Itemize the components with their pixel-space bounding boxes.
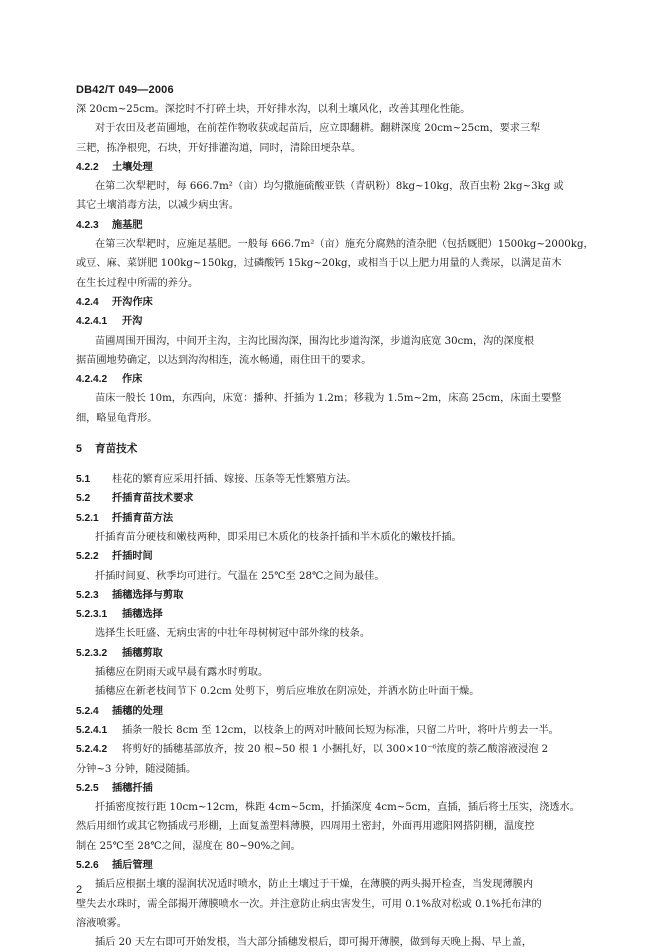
text-line: 分钟~3 分钟，随浸随插。	[76, 763, 197, 775]
section-title: 开沟	[122, 316, 143, 328]
text-line: 苗圃周围开围沟，中间开主沟，主沟比围沟深，围沟比步道沟深，步道沟底宽 30cm，沟的深度根	[95, 335, 535, 347]
section-number: 4.2.4.1	[76, 316, 108, 328]
text-line: 扦插时间夏、秋季均可进行。气温在 25℃至 28℃之间为最佳。	[95, 570, 385, 582]
section-number: 5.1	[76, 474, 91, 486]
text-line: 深 20cm~25cm。深挖时不打碎土块，开好排水沟，以利土壤风化，改善其理化性能。	[76, 104, 471, 115]
section-heading-4-2-3	[76, 216, 604, 235]
clause-text: 桂花的繁育应采用扦插、嫁接、压条等无性繁殖方法。	[112, 474, 357, 486]
section-heading-5-2	[76, 489, 604, 508]
standard-code: DB42/T 049—2006	[76, 84, 174, 96]
text-line: 其它土壤消毒方法，以减少病虫害。	[76, 200, 239, 212]
section-title: 插穗剪取	[122, 647, 163, 659]
text-line: 细，略显龟背形。	[76, 412, 158, 424]
section-title: 开沟作床	[112, 296, 153, 308]
document-body	[76, 100, 604, 952]
text-line: 扦插密度按行距 10cm~12cm，株距 4cm~5cm，扦插深度 4cm~5cm，直插，插后将土压实，浇透水。	[95, 802, 580, 814]
section-number: 5.2.4.2	[76, 744, 108, 756]
chapter-number: 5	[76, 443, 82, 456]
clause-5-2-4-1	[76, 721, 604, 740]
text-line: 插穗应在阴雨天或早晨有露水时剪取。	[95, 667, 269, 679]
text-line: 苗床一般长 10m，东西向，床宽：播种、扦插为 1.2m；移栽为 1.5m~2m，床高 25cm，床面土要整	[95, 393, 562, 405]
section-title: 插穗选择与剪取	[112, 589, 184, 601]
text-line: 对于农田及老苗圃地，在前茬作物收获或起苗后，应立即翻耕。翻耕深度 20cm~25cm，要求三犁	[95, 123, 541, 135]
text-line: 溶液喷雾。	[76, 917, 127, 929]
section-heading-5-2-3	[76, 586, 604, 605]
text-line: 选择生长旺盛、无病虫害的中壮年母树树冠中部外缘的枝条。	[95, 628, 371, 640]
section-number: 4.2.4.2	[76, 374, 108, 386]
section-number: 5.2.4	[76, 705, 99, 717]
text-line: 在生长过程中所需的养分。	[76, 277, 199, 289]
section-number: 5.2.3.1	[76, 609, 108, 621]
text-line: 三耙，拣净根兜，石块，开好排灌沟道，同时，清除田埂杂草。	[76, 142, 362, 154]
clause-text: 插条一般长 8cm 至 12cm，以枝条上的两对叶腋间长短为标准，只留二片叶，将叶片剪去一半。	[122, 724, 559, 736]
text-line: 插后 20 天左右即可开始发根，当大部分插穗发根后，即可揭开薄膜，做到每天晚上揭、早上盖，	[95, 937, 533, 949]
section-number: 5.2.1	[76, 512, 99, 524]
section-heading-5-2-3-2	[76, 644, 604, 663]
section-title: 土壤处理	[112, 161, 153, 173]
section-number: 5.2.6	[76, 859, 99, 871]
section-number: 4.2.2	[76, 161, 99, 173]
spacer	[76, 428, 604, 438]
section-number: 4.2.4	[76, 296, 99, 308]
text-line: 制在 25℃至 28℃之间，湿度在 80~90%之间。	[76, 840, 301, 852]
section-heading-5-2-3-1	[76, 605, 604, 624]
section-heading-4-2-2	[76, 158, 604, 177]
section-heading-5-2-6	[76, 856, 604, 875]
clause-5-2-4-2	[76, 740, 604, 759]
section-heading-5-2-5	[76, 779, 604, 798]
section-heading-4-2-4-1	[76, 312, 604, 331]
section-number: 5.2	[76, 493, 91, 505]
text-line: 在第二次犁耙时，每 666.7m²（亩）均匀撒施硫酸亚铁（青矾粉）8kg~10kg，敌百虫粉 2kg~3kg 或	[95, 181, 564, 193]
spacer	[76, 460, 604, 470]
section-title: 插穗的处理	[112, 705, 163, 717]
section-title: 插后管理	[112, 859, 153, 871]
text-line: 然后用细竹或其它物插成弓形棚，上面复盖塑料薄膜，四周用土密封，外面再用遮阳网搭阴棚，温度控	[76, 821, 535, 833]
clause-text: 将剪好的插穗基部放齐，按 20 根~50 根 1 小捆扎好，以 300×10⁻⁶浓度的萘乙酸溶液浸泡 2	[122, 744, 549, 756]
section-number: 5.2.5	[76, 782, 99, 794]
section-number: 5.2.2	[76, 551, 99, 563]
section-number: 5.2.3	[76, 589, 99, 601]
section-title: 施基肥	[112, 219, 143, 231]
chapter-title: 育苗技术	[95, 443, 138, 456]
clause-5-1	[76, 470, 604, 489]
text-line: 插穗应在新老枝间节下 0.2cm 处剪下，剪后应堆放在阴凉处，并洒水防止叶面干燥。	[95, 686, 480, 698]
section-title: 插穗选择	[122, 609, 163, 621]
text-line: 扦插育苗分硬枝和嫩枝两种，即采用已木质化的枝条扦插和半木质化的嫩枝扦插。	[95, 531, 462, 543]
section-number: 4.2.3	[76, 219, 99, 231]
text-line: 据苗圃地势确定，以达到沟沟相连，流水畅通，雨住田干的要求。	[76, 354, 372, 366]
text-line: 壁失去水珠时，需全部揭开薄膜喷水一次。并注意防止病虫害发生，可用 0.1%敌对松或 0.1%托布津的	[76, 898, 542, 910]
section-title: 作床	[122, 374, 143, 386]
section-title: 扦插育苗方法	[112, 512, 174, 524]
section-heading-5-2-4	[76, 702, 604, 721]
section-heading-5-2-1	[76, 509, 604, 528]
text-line: 在第三次犁耙时，应施足基肥。一般每 666.7m²（亩）施充分腐熟的渣杂肥（包括厩肥）1500kg~2000kg，	[95, 239, 594, 251]
text-line: 或豆、麻、菜饼肥 100kg~150kg，过磷酸钙 15kg~20kg，或相当于以上肥力用量的人粪尿，以满足苗木	[76, 258, 562, 270]
text-line: 插后应根据土壤的湿润状况适时喷水，防止土壤过于干燥，在薄膜的两头揭开检查，当发现薄膜内	[95, 879, 534, 891]
section-title: 插穗扦插	[112, 782, 153, 794]
section-number: 5.2.3.2	[76, 647, 108, 659]
section-heading-4-2-4	[76, 293, 604, 312]
section-number: 5.2.4.1	[76, 724, 108, 736]
section-title: 扦插育苗技术要求	[112, 493, 194, 505]
chapter-heading-5	[76, 438, 604, 460]
section-heading-4-2-4-2	[76, 370, 604, 389]
page-number: 2	[76, 884, 83, 896]
section-title: 扦插时间	[112, 551, 153, 563]
section-heading-5-2-2	[76, 547, 604, 566]
